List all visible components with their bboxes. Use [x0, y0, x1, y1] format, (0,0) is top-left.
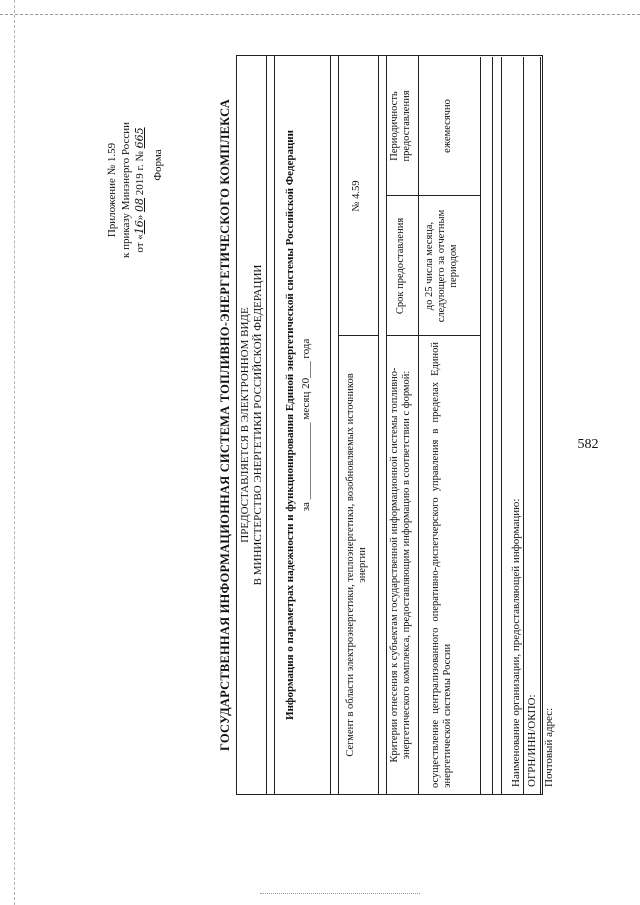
order-month: 08 — [133, 197, 146, 212]
segment-row — [338, 56, 379, 794]
deadline-header: Срок предоставления — [395, 217, 406, 315]
segment-number: № 4.59 — [351, 180, 362, 212]
info-title-line-2: за ______________ месяц 20___ года — [299, 338, 312, 512]
submission-row — [237, 56, 267, 794]
form-label: Форма — [152, 149, 164, 181]
periodicity-header: Периодичность предоставления — [389, 90, 412, 162]
order-month-separator: » — [134, 211, 146, 221]
org-line-4 — [523, 57, 524, 795]
org-line-2 — [492, 57, 493, 795]
appendix-number: Приложение № 1.59 — [106, 142, 118, 238]
submission-line-2: В МИНИСТЕРСТВО ЭНЕРГЕТИКИ РОССИЙСКОЙ ФЕДЕРАЦИИ — [251, 264, 264, 586]
criteria-header-row — [386, 56, 419, 794]
order-year: 2019 г. № — [134, 148, 146, 198]
org-name-label: Наименование организации, предоставляющей информацию: — [510, 498, 522, 787]
deadline-value: до 25 числа месяца, следующего за отчетным периодом — [424, 209, 459, 323]
org-line-top — [480, 57, 481, 795]
order-date-line — [133, 95, 147, 285]
order-day: 16 — [133, 220, 146, 235]
order-reference: к приказу Минэнерго России — [120, 122, 132, 258]
org-line-3 — [501, 57, 502, 795]
info-title-line-1: Информация о параметрах надежности и функционирования Единой энергетической системы Российской Федерации — [284, 130, 296, 720]
order-number: 665 — [133, 127, 146, 149]
document-title: ГОСУДАРСТВЕННАЯ ИНФОРМАЦИОННАЯ СИСТЕМА ТОПЛИВНО-ЭНЕРГЕТИЧЕСКОГО КОМПЛЕКСА — [218, 99, 232, 751]
submission-line-1: ПРЕДОСТАВЛЯЕТСЯ В ЭЛЕКТРОННОМ ВИДЕ — [239, 307, 251, 543]
criteria-value: осуществление централизованного оперативно-диспетчерского управления в пределах Единой энергетической системы России — [430, 342, 453, 788]
order-date-prefix: от « — [134, 234, 146, 253]
form-frame — [236, 55, 543, 795]
periodicity-value: ежемесячно — [442, 99, 453, 153]
criteria-value-row — [418, 56, 480, 794]
info-title-row — [274, 56, 331, 794]
page-number: 582 — [577, 437, 599, 452]
segment-text: Сегмент в области электроэнергетики, теплоэнергетики, возобновляемых источников энергии — [345, 373, 368, 757]
address-label: Почтовый адрес: — [543, 707, 555, 787]
ogrn-label: ОГРН/ИНН/ОКПО: — [526, 694, 538, 787]
appendix-header — [105, 95, 147, 285]
criteria-header: Критерии отнесения к субъектам государственной информационной системы топливно-энергетического комплекса, предоставляющим информацию в соответствии с формой: — [389, 367, 412, 763]
org-line-5 — [540, 57, 541, 795]
